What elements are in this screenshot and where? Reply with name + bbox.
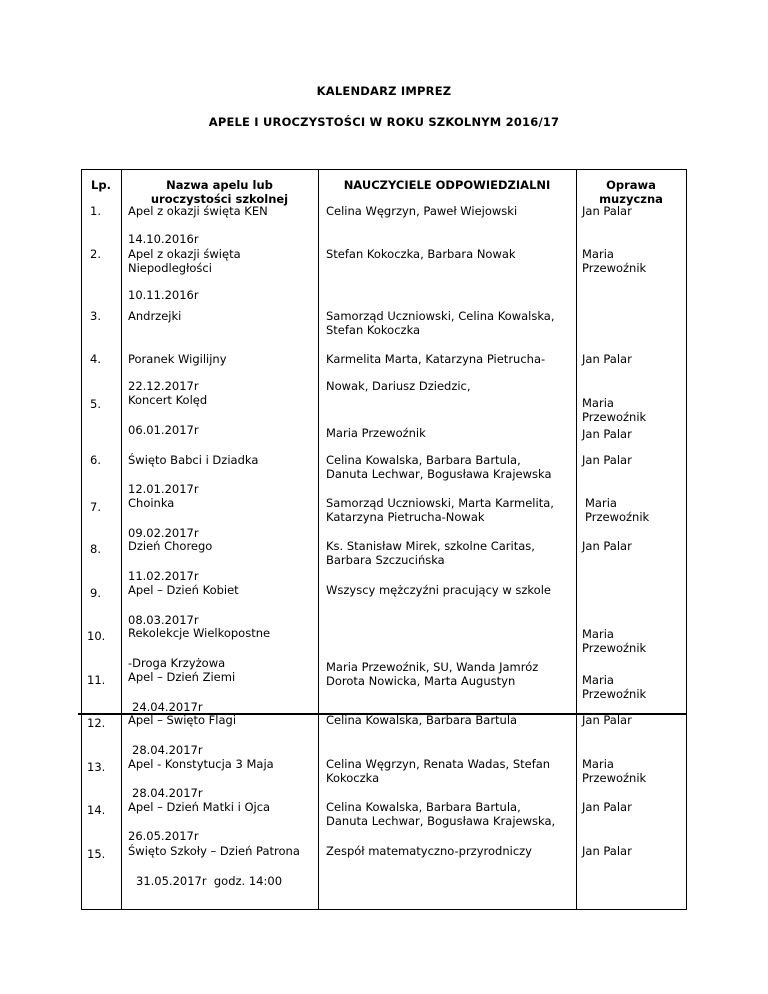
row-2-name-line1: Apel z okazji święta (128, 247, 241, 261)
row-10-music-line2: Przewoźnik (582, 641, 647, 655)
row-13-lp: 13. (87, 760, 106, 774)
row-12-teachers: Celina Kowalska, Barbara Bartula (326, 713, 518, 727)
row-11-music (582, 673, 646, 701)
row-14-name: Apel – Dzień Matki i Ojca (128, 800, 271, 814)
header-lp: Lp. (91, 178, 111, 192)
row-8-lp: 8. (90, 542, 101, 556)
row-6-teachers-line1: Celina Kowalska, Barbara Bartula, (326, 453, 521, 467)
row-7-lp: 7. (90, 500, 101, 514)
row-13-name: Apel - Konstytucja 3 Maja (128, 757, 274, 771)
row-2-lp: 2. (90, 247, 101, 261)
row-14-teachers (326, 800, 555, 828)
row-6-date: 12.01.2017r (128, 482, 199, 496)
row-6-teachers-line2: Danuta Lechwar, Bogusława Krajewska (326, 467, 552, 481)
row-3-teachers (326, 309, 555, 337)
row-6-name: Święto Babci i Dziadka (128, 453, 259, 467)
row-9-teachers: Wszyscy mężczyźni pracujący w szkole (326, 583, 551, 597)
row-4-date: 22.12.2017r (128, 379, 199, 393)
row-12-music: Jan Palar (582, 713, 632, 727)
row-6-lp: 6. (90, 453, 101, 467)
row-5-music-line2: Przewoźnik (582, 410, 647, 424)
row-5-name: Koncert Kolęd (128, 393, 208, 407)
header-music-line1: Oprawa (606, 178, 656, 192)
row-10-music-line1: Maria (582, 627, 614, 641)
row-14-lp: 14. (87, 803, 106, 817)
row-13-teachers (326, 757, 550, 785)
events-table (81, 169, 687, 910)
row-14-teachers-line1: Celina Kowalska, Barbara Bartula, (326, 800, 521, 814)
row-13-date: 28.04.2017r (132, 786, 203, 800)
row-14-teachers-line2: Danuta Lechwar, Bogusława Krajewska, (326, 814, 556, 828)
row-10-lp: 10. (87, 629, 106, 643)
row-13-music-line2: Przewoźnik (582, 771, 647, 785)
row-7-teachers-line2: Katarzyna Pietrucha-Nowak (326, 510, 485, 524)
row-9-date: 08.03.2017r (128, 613, 199, 627)
row-8-teachers (326, 539, 535, 567)
row-2-date: 10.11.2016r (128, 288, 199, 302)
row-5-teachers: Maria Przewoźnik (326, 426, 426, 440)
row-7-music-line1: Maria (585, 496, 617, 510)
row-4-music: Jan Palar (582, 352, 632, 366)
row-15-date: 31.05.2017r godz. 14:00 (136, 874, 283, 888)
row-7-name: Choinka (128, 496, 175, 510)
row-11-teachers: Dorota Nowicka, Marta Augustyn (326, 674, 516, 688)
row-7-date: 09.02.2017r (128, 526, 199, 540)
row-5-lp: 5. (90, 397, 101, 411)
row-3-teachers-line2: Stefan Kokoczka (326, 323, 421, 337)
row-6-teachers (326, 453, 552, 481)
row-4-teachers-line1: Karmelita Marta, Katarzyna Pietrucha- (326, 352, 546, 366)
row-11-name: Apel – Dzień Ziemi (128, 670, 236, 684)
row-10-name-line2: -Droga Krzyżowa (128, 656, 226, 670)
row-1-name: Apel z okazji święta KEN (128, 204, 268, 218)
row-7-teachers (326, 496, 554, 524)
row-8-music: Jan Palar (582, 539, 632, 553)
row-12-lp: 12. (87, 716, 106, 730)
row-2-music-line2: Przewoźnik (582, 261, 647, 275)
row-5-date: 06.01.2017r (128, 423, 199, 437)
row-13-music-line1: Maria (582, 757, 614, 771)
row-12-name: Apel – Święto Flagi (128, 713, 237, 727)
row-4-lp: 4. (90, 352, 101, 366)
row-15-teachers: Zespół matematyczno-przyrodniczy (326, 844, 532, 858)
row-2-music (582, 247, 646, 275)
row-7-music (585, 496, 649, 524)
header-music-line2: muzyczna (599, 192, 663, 206)
row-2-teachers: Stefan Kokoczka, Barbara Nowak (326, 247, 516, 261)
header-name-line1: Nazwa apelu lub (166, 178, 273, 192)
row-3-lp: 3. (90, 309, 101, 323)
header-name-line2: uroczystości szkolnej (150, 192, 289, 206)
row-8-teachers-line1: Ks. Stanisław Mirek, szkolne Caritas, (326, 539, 535, 553)
header-teachers: NAUCZYCIELE ODPOWIEDZIALNI (343, 178, 551, 192)
row-9-name: Apel – Dzień Kobiet (128, 583, 239, 597)
row-14-date: 26.05.2017r (128, 829, 199, 843)
row-8-teachers-line2: Barbara Szczucińska (326, 553, 445, 567)
row-10-teachers: Maria Przewoźnik, SU, Wanda Jamróz (326, 660, 539, 674)
row-1-date: 14.10.2016r (128, 232, 199, 246)
document-title: KALENDARZ IMPREZ (316, 84, 452, 98)
row-10-name-line1: Rekolekcje Wielkopostne (128, 626, 271, 640)
document-subtitle: APELE I UROCZYSTOŚCI W ROKU SZKOLNYM 2016/17 (208, 115, 560, 129)
header-music (576, 178, 686, 206)
row-9-lp: 9. (90, 586, 101, 600)
row-3-teachers-line1: Samorząd Uczniowski, Celina Kowalska, (326, 309, 555, 323)
row-1-lp: 1. (90, 204, 101, 218)
row-2-name-line2: Niepodległości (128, 261, 212, 275)
row-15-lp: 15. (87, 847, 106, 861)
row-11-music-line2: Przewoźnik (582, 687, 647, 701)
row-11-date: 24.04.2017r (132, 700, 203, 714)
row-13-teachers-line1: Celina Węgrzyn, Renata Wadas, Stefan (326, 757, 551, 771)
row-2-music-line1: Maria (582, 247, 614, 261)
row-15-name: Święto Szkoły – Dzień Patrona (128, 844, 300, 858)
row-1-music: Jan Palar (582, 204, 632, 218)
row-7-teachers-line1: Samorząd Uczniowski, Marta Karmelita, (326, 496, 554, 510)
row-4-teachers-line2: Nowak, Dariusz Dziedzic, (326, 379, 471, 393)
row-13-teachers-line2: Kokoczka (326, 771, 380, 785)
row-5-music (582, 396, 646, 441)
row-2-name (128, 247, 241, 275)
row-3-name: Andrzejki (128, 309, 182, 323)
row-8-name: Dzień Chorego (128, 539, 213, 553)
row-7-music-line2: Przewoźnik (585, 510, 650, 524)
row-15-music: Jan Palar (582, 844, 632, 858)
row-1-teachers: Celina Węgrzyn, Paweł Wiejowski (326, 204, 518, 218)
row-11-lp: 11. (87, 673, 106, 687)
row-11-music-line1: Maria (582, 673, 614, 687)
row-12-date: 28.04.2017r (132, 743, 203, 757)
row-4-name: Poranek Wigilijny (128, 352, 227, 366)
row-5-music-line1: Maria (582, 396, 614, 410)
header-name (121, 178, 318, 206)
row-14-music: Jan Palar (582, 800, 632, 814)
row-13-music (582, 757, 646, 785)
row-10-music (582, 627, 646, 655)
row-6-music: Jan Palar (582, 453, 632, 467)
row-5-music-line3: Jan Palar (582, 427, 632, 441)
row-8-date: 11.02.2017r (128, 569, 199, 583)
